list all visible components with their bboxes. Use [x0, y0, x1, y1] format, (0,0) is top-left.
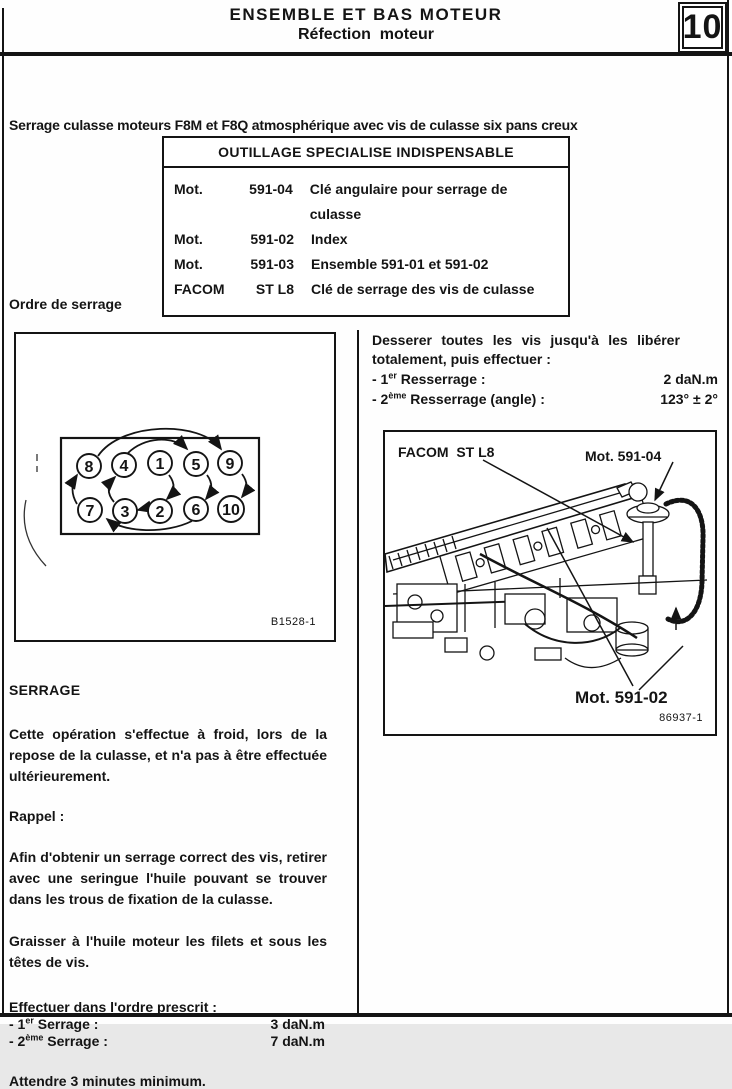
bolt-number: 1: [155, 456, 165, 473]
engine-figure: [383, 430, 717, 736]
step-value: 7 daN.m: [270, 1033, 325, 1049]
section-number: 10: [682, 6, 723, 49]
step-rest: Serrage :: [33, 1016, 99, 1032]
tightening-order-diagram: [16, 334, 334, 640]
header-rule: [0, 52, 732, 56]
bolt-number: 9: [225, 456, 235, 473]
table-row: [174, 277, 560, 302]
page-subtitle: Réfection moteur: [297, 26, 434, 43]
bolt-number: 5: [191, 457, 201, 474]
bolt-number: 4: [119, 458, 129, 475]
angle-gauge: [627, 503, 669, 594]
step-label: [372, 390, 545, 409]
step-rest: Resserrage (angle) :: [406, 391, 545, 407]
step-label: [9, 1033, 108, 1049]
tool-brand: Mot.: [174, 231, 203, 247]
instruction-line: Desserer toutes les vis jusqu'à les libérer: [372, 332, 680, 348]
tightening-order-figure: [14, 332, 336, 642]
step-label: [372, 370, 486, 389]
torque-step: [9, 1016, 325, 1032]
torque-step: [372, 370, 718, 389]
step-prefix: - 2: [372, 391, 389, 407]
tool-ref: 591-04: [249, 181, 293, 197]
tool-brand: Mot.: [174, 181, 203, 197]
tool-brand: Mot.: [174, 256, 203, 272]
figure-reference: 86937-1: [659, 712, 703, 724]
bolt-number: 2: [155, 504, 165, 521]
tool-ref: ST L8: [255, 281, 294, 297]
step-value: 123° ± 2°: [660, 391, 718, 407]
tool-ref: 591-02: [250, 231, 294, 247]
bolt-circles: [77, 451, 244, 523]
bolt-number: 8: [84, 459, 94, 476]
step-value: 2 daN.m: [663, 371, 718, 387]
tool-ref: 591-03: [250, 256, 294, 272]
step-sup: ème: [25, 1032, 44, 1043]
engine-block: [385, 554, 707, 667]
tool-desc: Ensemble 591-01 et 591-02: [311, 256, 489, 272]
mot-591-04-label: Mot. 591-04: [585, 448, 662, 464]
tool-desc: Index: [311, 231, 348, 247]
paragraph: Cette opération s'effectue à froid, lors de la repose de la culasse, et n'a pas à être effectuée ultérieurement.: [9, 726, 327, 784]
step-sup: er: [388, 370, 397, 381]
serrage-section: [9, 682, 327, 1089]
step-label: [9, 1016, 98, 1032]
page-title: ENSEMBLE ET BAS MOTEUR: [229, 5, 503, 24]
table-row: [174, 252, 560, 277]
tool-desc: Clé de serrage des vis de culasse: [311, 281, 535, 297]
loosen-instructions: [372, 331, 718, 409]
intro-line: Serrage culasse moteurs F8M et F8Q atmosphérique avec vis de culasse six pans creux: [9, 117, 578, 133]
tools-table-body: [164, 168, 568, 315]
step-sup: er: [25, 1015, 34, 1026]
step-rest: Serrage :: [43, 1033, 108, 1049]
step-prefix: - 2: [9, 1033, 26, 1049]
step-value: 3 daN.m: [270, 1016, 325, 1032]
bolt-number: 10: [222, 502, 240, 519]
order-label: Ordre de serrage: [9, 296, 122, 312]
tool-desc: Clé angulaire pour serrage de culasse: [309, 181, 508, 222]
facom-wrench-label: FACOM ST L8: [398, 444, 495, 460]
instruction-line: totalement, puis effectuer :: [372, 351, 551, 367]
paragraph: Graisser à l'huile moteur les filets et sous les têtes de vis.: [9, 933, 327, 970]
paragraph: Afin d'obtenir un serrage correct des vis, retirer avec une seringue l'huile pouvant se trouver dans les trous de fixation de la culasse.: [9, 849, 327, 907]
step-rest: Resserrage :: [396, 371, 486, 387]
order-intro: Effectuer dans l'ordre prescrit :: [9, 999, 217, 1015]
figure-reference: B1528-1: [270, 616, 316, 628]
bolt-number: 3: [120, 504, 130, 521]
tool-brand: FACOM: [174, 281, 225, 297]
wait-note: Attendre 3 minutes minimum.: [9, 1073, 206, 1089]
step-sup: ème: [388, 390, 407, 401]
rappel-label: Rappel :: [9, 808, 65, 824]
step-prefix: - 1: [372, 371, 389, 387]
bolt-number: 7: [85, 503, 95, 520]
page-border-right: [727, 0, 729, 1015]
step-prefix: - 1: [9, 1016, 26, 1032]
tools-table-title: OUTILLAGE SPECIALISE INDISPENSABLE: [164, 138, 568, 168]
special-tools-table: [162, 136, 570, 317]
mot-591-02-label: Mot. 591-02: [575, 688, 668, 707]
torque-step: [372, 390, 718, 409]
torque-step: [9, 1033, 325, 1049]
column-divider: [357, 330, 359, 1014]
scan-artifact: [24, 454, 46, 566]
section-number-box: [678, 2, 727, 53]
page-border-left: [2, 8, 4, 1015]
table-row: [174, 177, 560, 227]
section-heading: SERRAGE: [9, 682, 81, 698]
table-row: [174, 227, 560, 252]
gauge-chain: [666, 500, 703, 621]
bolt-number: 6: [191, 502, 201, 519]
